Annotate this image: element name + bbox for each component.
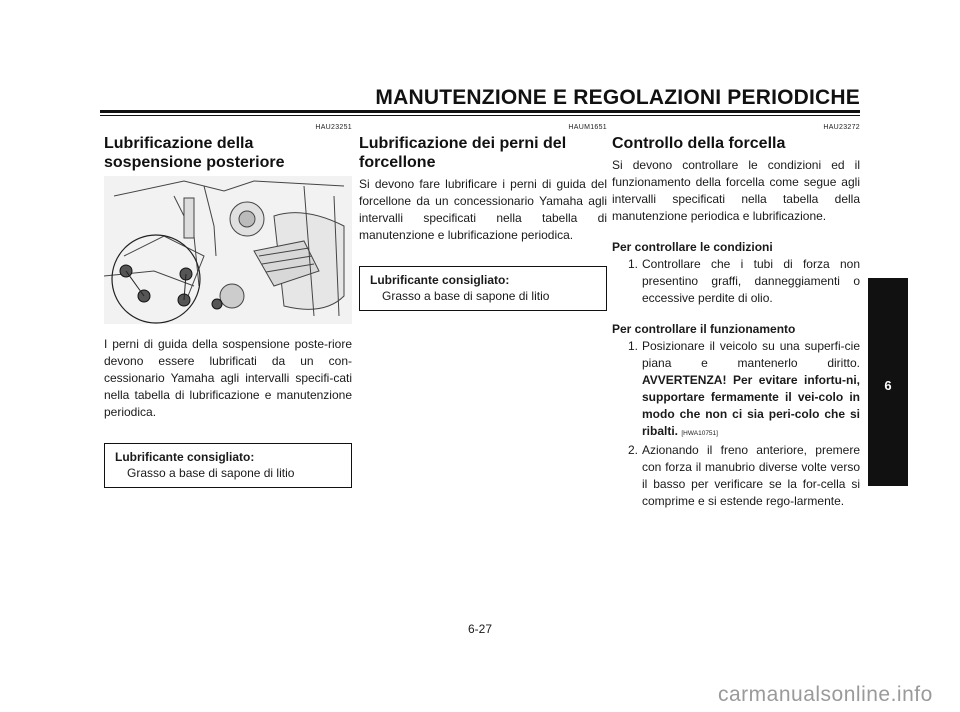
watermark: carmanualsonline.info [718,683,933,706]
column-fork-check [612,124,860,510]
step-item: 1. Controllare che i tubi di forza non presentino graffi, danneggiamenti o eccessive perdite di olio. [627,257,860,305]
section-code: HAU23272 [823,124,860,131]
warning-code: [HWA10751] [681,430,718,437]
lubricant-label: Lubrificante consigliato: [115,450,255,464]
header-rule [100,110,860,116]
section-body: Si devono fare lubrificare i perni di guida del forcellone da un concessionario Yamaha agli intervalli specificati nella tabella di manutenzione e lubrificazione periodica. [359,177,607,242]
section-title: Controllo della forcella [612,135,786,152]
subsection-title-operation: Per controllare il funzionamento [612,322,796,336]
lubricant-label: Lubrificante consigliato: [370,273,510,287]
section-title: Lubrificazione dei perni del forcellone [359,135,567,171]
lubricant-value: Grasso a base di sapone di litio [127,466,295,480]
section-title: Lubrificazione della sospensione posteriore [104,135,285,171]
section-code: HAUM1651 [568,124,607,131]
subsection-title-condition: Per controllare le condizioni [612,240,773,254]
chapter-tab-label: 6 [884,378,892,393]
page-number: 6-27 [467,622,493,636]
column-swingarm [359,124,607,311]
lubricant-box [104,443,352,488]
chapter-tab [868,278,908,486]
section-body: Si devono controllare le condizioni ed il funzionamento della forcella come segue agli intervalli specificati nella tabella della manutenzione periodica e lubrificazione. [612,158,860,223]
lubricant-value: Grasso a base di sapone di litio [382,289,550,303]
step-item: 1. Posizionare il veicolo su una superfi-cie piana e mantenerlo diritto. AVVERTENZA! Per evitare infortu-ni, supportare fermamente il vei-colo in modo che non ci sia peri-colo che si ribalti. [HWA10751] [627,339,860,438]
step-text: Posizionare il veicolo su una superfi-cie piana e mantenerlo diritto. [642,339,860,370]
page-header-title: MANUTENZIONE E REGOLAZIONI PERIODICHE [375,86,860,109]
warning-text: AVVERTENZA! Per evitare infortu-ni, supportare fermamente il vei-colo in modo che non ci sia peri-colo che si ribalti. [642,373,860,438]
lubricant-box [359,266,607,311]
rear-suspension-illustration [104,176,352,324]
section-code: HAU23251 [315,124,352,131]
section-body: I perni di guida della sospensione poste-riore devono essere lubrificati da un con-cessionario Yamaha agli intervalli specifi-cati nella tabella di lubrificazione e manutenzione periodica. [104,337,352,419]
step-item: 2. Azionando il freno anteriore, premere con forza il manubrio diverse volte verso il basso per verificare se la for-cella si comprime e si estende rego-larmente. [627,443,860,508]
column-rear-suspension [104,124,352,488]
